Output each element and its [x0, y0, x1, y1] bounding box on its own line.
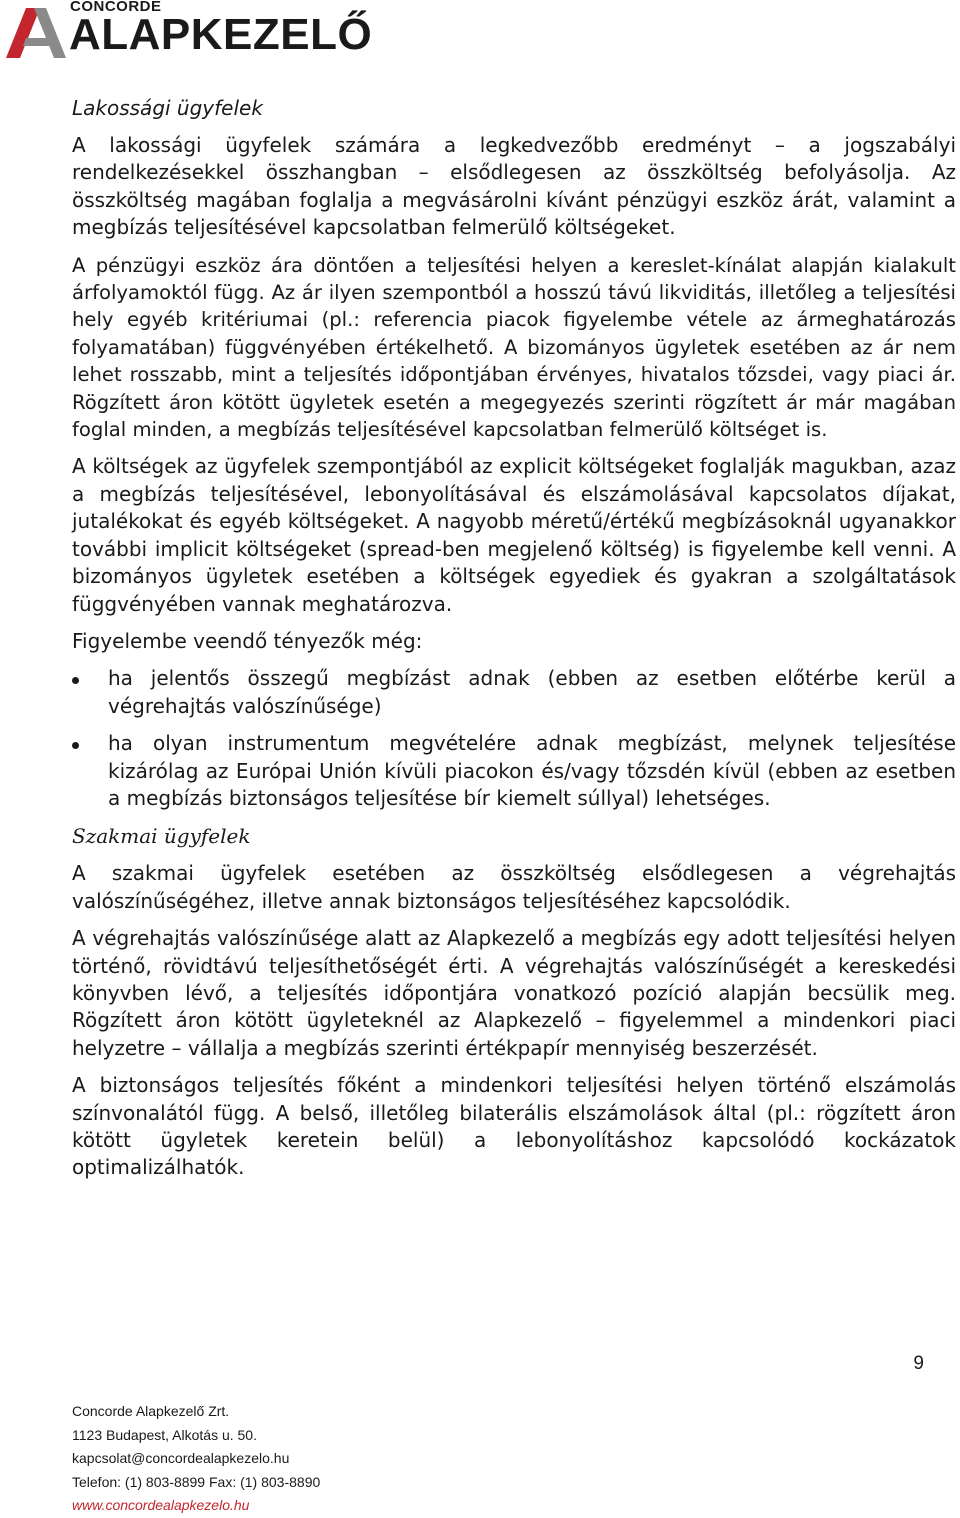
- footer-address: 1123 Budapest, Alkotás u. 50.: [72, 1426, 257, 1443]
- retail-paragraph-3: A költségek az ügyfelek szempontjából az explicit költségeket foglalják magukban, azaz a megbízás teljesítésével, lebonyolításával és elszámolásával kapcsolatos díjakat, jutalékokat és egyéb költségeket. A nagyobb méretű/értékű megbízásoknál ugyanakkor további implicit költségeket (spread-ben megjelenő költség) is figyelembe kell venni. A bizományos ügyletek esetében a költségek egyediek és gyakran a szolgáltatások függvényében vannak meghatározva.: [72, 454, 956, 616]
- logo-small-text: CONCORDE: [70, 0, 162, 15]
- list-item: [72, 665, 956, 720]
- factors-list: [72, 665, 956, 812]
- retail-paragraph-2: A pénzügyi eszköz ára döntően a teljesítési helyen a kereslet-kínálat alapján kialakult árfolyamoktól függ. Az ár ilyen szempontból a hosszú távú likviditás, illetőleg a teljesítési hely egyéb kritériumai (pl.: referencia piacok figyelembe vétele az ármeghatározás folyamatában) függvényében értékelhető. A bizományos ügyletek esetében az ár nem lehet rosszabb, mint a teljesítés időpontjában érvényes, hivatalos tőzsdei, vagy piaci ár. Rögzített áron kötött ügyletek esetén a megegyezés szerinti rögzített ár már magában foglal minden, a megbízás teljesítésével kapcsolatban felmerülő költséget is.: [72, 253, 956, 442]
- factors-intro: Figyelembe veendő tényezők még:: [72, 628, 423, 653]
- footer-company: Concorde Alapkezelő Zrt.: [72, 1403, 230, 1419]
- document-body: [72, 94, 956, 1192]
- professional-paragraph-2: A végrehajtás valószínűsége alatt az Alapkezelő a megbízás egy adott teljesítési helyen történő, rövidtávú teljesíthetőségét érti. A végrehajtás valószínűségét a kereskedési könyvben lévő, a teljesítés időpontjára vonatkozó pozíció alapján becsülik meg. Rögzített áron kötött ügyleteknél az Alapkezelő – figyelemmel a mindenkori piaci helyzetre – vállalja a megbízás szerinti értékpapír mennyiség beszerzését.: [72, 926, 956, 1060]
- professional-paragraph-1: A szakmai ügyfelek esetében az összköltség elsődlegesen a végrehajtás valószínűségéhez, illetve annak biztonságos teljesítéséhez kapcsolódik.: [72, 861, 956, 913]
- retail-clients-heading: Lakossági ügyfelek: [72, 96, 263, 120]
- footer-phone: Telefon: (1) 803-8899 Fax: (1) 803-8890: [72, 1473, 321, 1490]
- footer-website-link[interactable]: www.concordealapkezelo.hu: [72, 1497, 250, 1513]
- professional-clients-heading: Szakmai ügyfelek: [72, 824, 251, 849]
- footer-email[interactable]: kapcsolat@concordealapkezelo.hu: [72, 1450, 290, 1466]
- professional-paragraph-3: A biztonságos teljesítés főként a mindenkori teljesítési helyen történő elszámolás színvonalától függ. A belső, illetőleg bilaterális elszámolások által (pl.: rögzített áron kötött ügyletek keretein belül) a lebonyolításhoz kapcsolódó kockázatok optimalizálhatók.: [72, 1073, 956, 1180]
- bullet-icon: [72, 677, 79, 684]
- footer: [72, 1400, 320, 1518]
- list-item-text: ha olyan instrumentum megvételére adnak megbízást, melynek teljesítése kizárólag az Európai Unión kívüli piacokon és/vagy tőzsdén kívül (ebben az esetben a megbízás biztonságos teljesítése bír kiemelt súllyal) lehetséges.: [108, 731, 956, 810]
- list-item: [72, 730, 956, 812]
- concorde-a-logo-icon: [6, 8, 68, 58]
- page-number: 9: [913, 1353, 924, 1374]
- company-logo: [6, 0, 406, 60]
- list-item-text: ha jelentős összegű megbízást adnak (ebben az esetben előtérbe kerül a végrehajtás valószínűsége): [108, 666, 956, 718]
- retail-paragraph-1: A lakossági ügyfelek számára a legkedvezőbb eredményt – a jogszabályi rendelkezésekkel összhangban – elsődlegesen az összköltség befolyásolja. Az összköltség magában foglalja a megvásárolni kívánt pénzügyi eszköz árát, valamint a megbízás teljesítésével kapcsolatban felmerülő költségeket.: [72, 133, 956, 240]
- bullet-icon: [72, 742, 79, 749]
- logo-main-text: ALAPKEZELŐ: [69, 10, 373, 59]
